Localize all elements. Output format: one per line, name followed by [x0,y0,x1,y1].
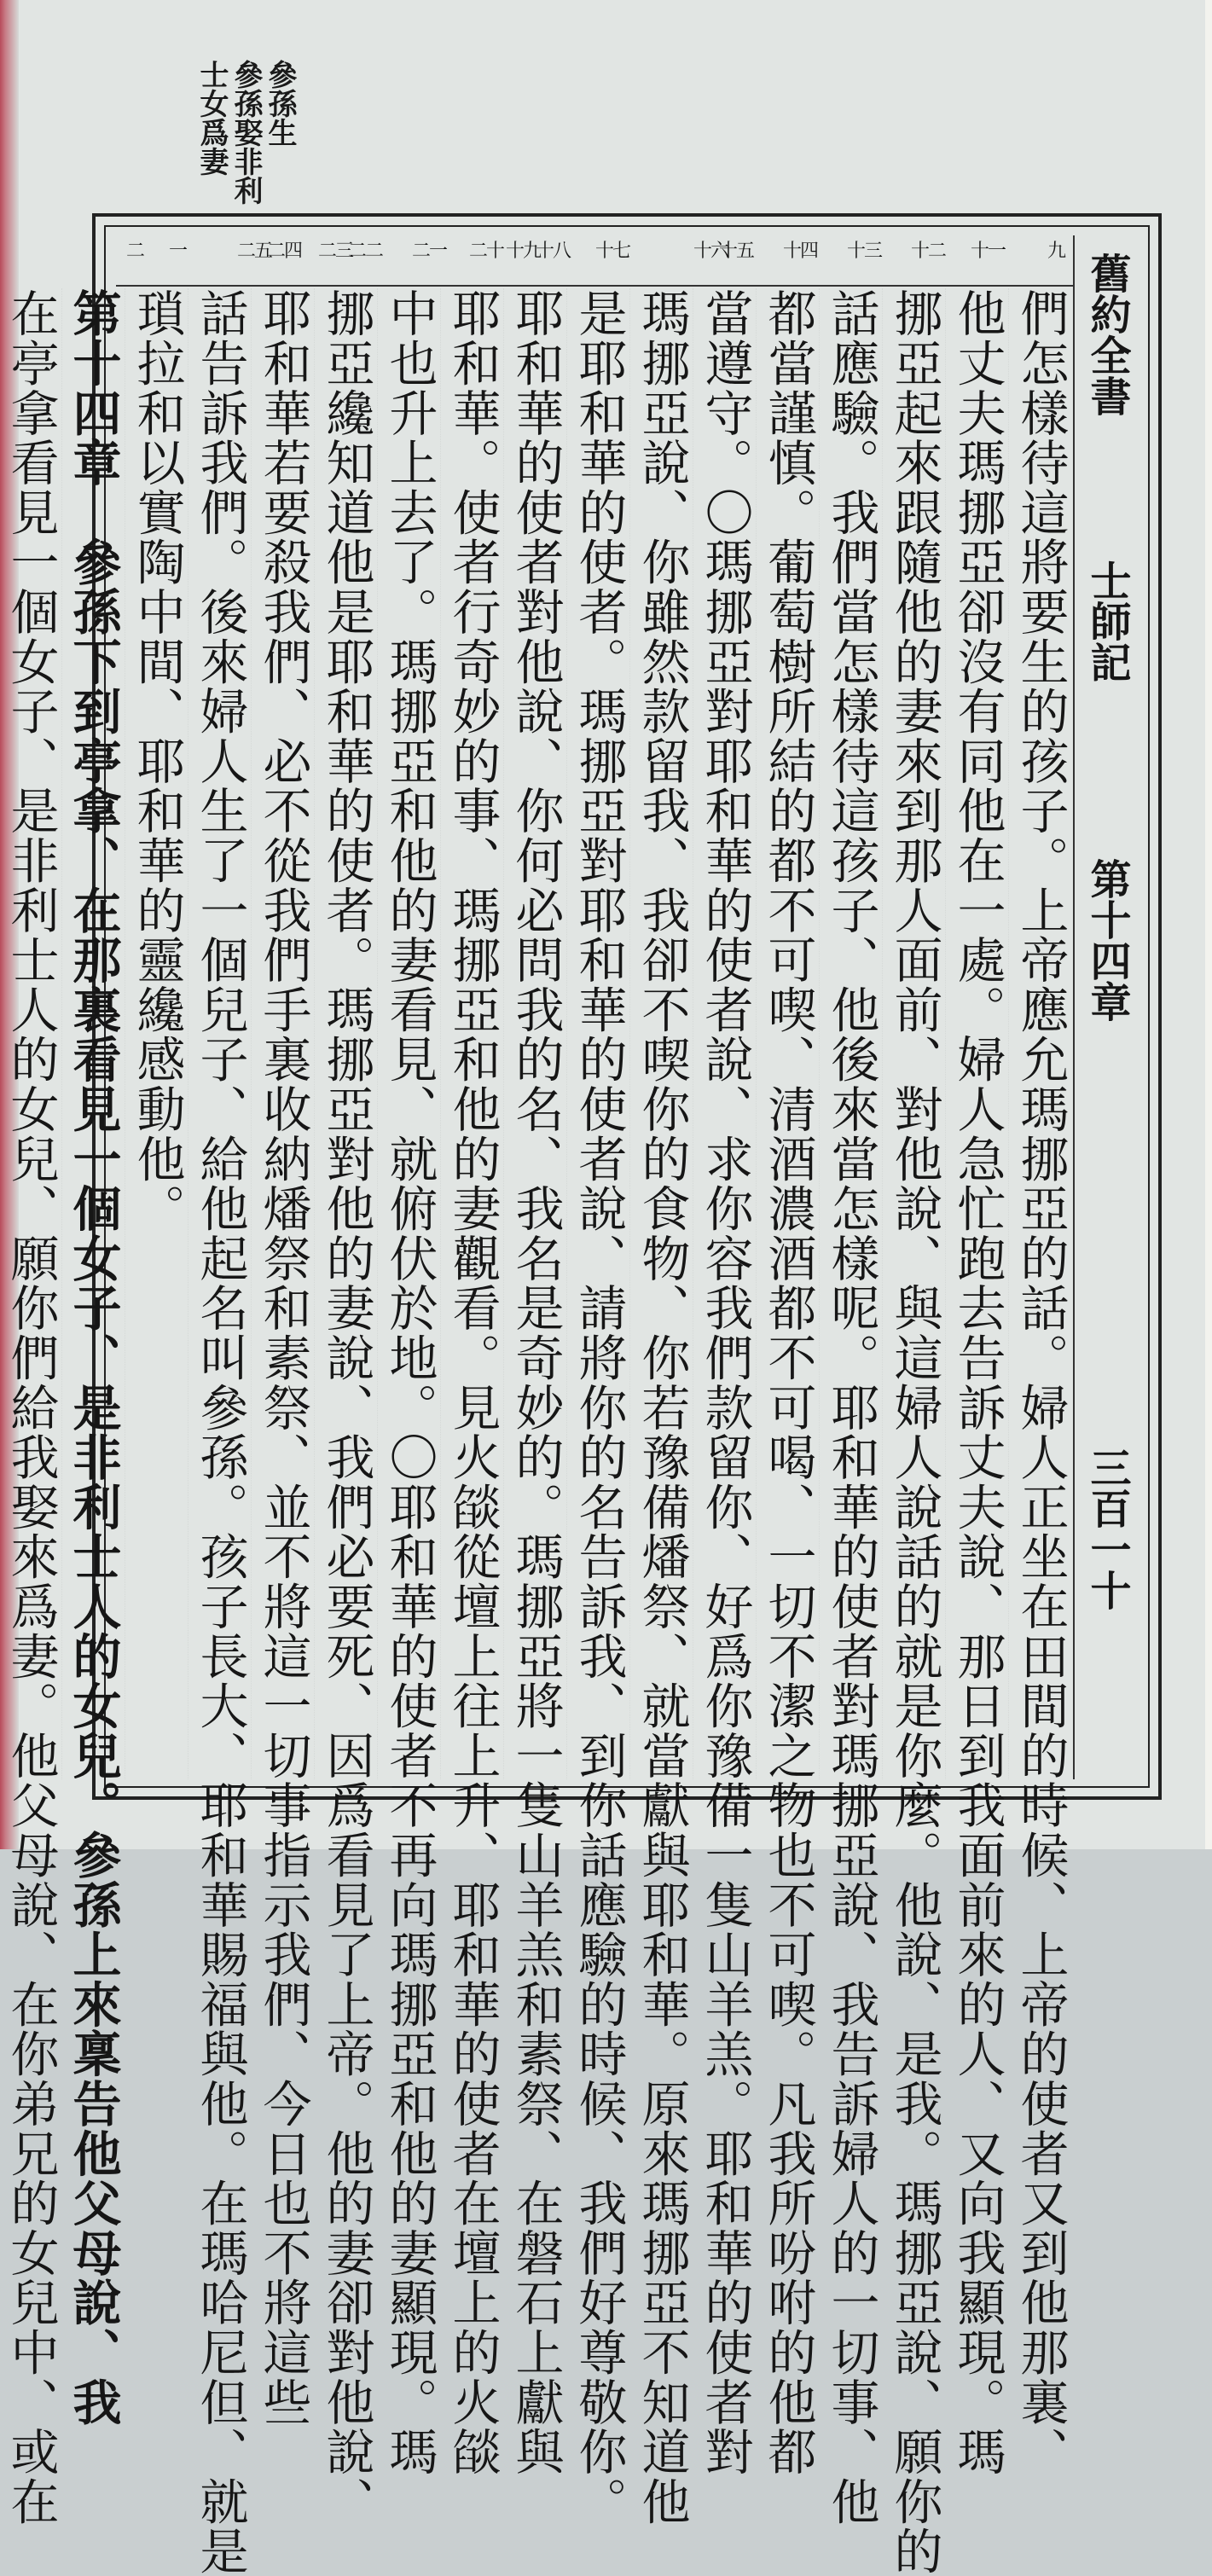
verse-number: 十七 [595,241,630,262]
verse-number: 二三 [318,241,353,262]
verse-number-row [116,235,1073,287]
text-column: 中也升上去了。瑪挪亞和他的妻看見、就俯伏於地。〇耶和華的使者不再向瑪挪亞和他的妻顯現。瑪 [377,288,440,1779]
verse-number: 二 [125,241,143,262]
text-column: 耶和華的使者對他說、你何必問我的名、我名是奇妙的。瑪挪亞將一隻山羊羔和素祭、在磐石上獻與 [503,288,566,1779]
text-column: 瑣拉和以實陶中間、耶和華的靈纔感動他。 [125,288,188,1779]
verse-number: 十九 [506,241,541,262]
verse-number: 二二 [348,241,383,262]
page-number: 三百一十 [1083,1447,1131,1610]
verse-number: 十四 [783,241,818,262]
text-frame [3,213,1162,2576]
book-title: 舊約全書 [1083,252,1131,416]
text-column: 都當謹慎。葡萄樹所結的都不可喫、清酒濃酒都不可喝、一切不潔之物也不可喫。凡我所吩咐的他都 [756,288,819,1779]
margin-note: 士女爲妻 [194,60,229,176]
text-column: 耶和華。使者行奇妙的事、瑪挪亞和他的妻觀看。見火燄從壇上往上升、耶和華的使者在壇上的火燄 [440,288,503,1779]
verse-number: 二十 [469,241,504,262]
page-edge [1205,0,1212,1849]
verse-number: 二一 [412,241,447,262]
text-column: 挪亞纔知道他是耶和華的使者。瑪挪亞對他的妻說、我們必要死、因爲看見了上帝。他的妻卻對他說、 [314,288,377,1779]
verse-number: 十三 [847,241,882,262]
chapter-start-column: 第十四章 參孫下到亭拿、在那裏看見一個女子、是非利士人的女兒。參孫上來稟告他父母說、我 [61,288,125,1779]
verse-number: 九 [1047,241,1064,262]
section-title: 士師記 [1083,560,1131,682]
verse-number: 十六 [693,241,728,262]
text-column: 話告訴我們。後來婦人生了一個兒子、給他起名叫參孫。孩子長大、耶和華賜福與他。在瑪哈尼但、就是 [188,288,251,1779]
text-column: 當遵守。〇瑪挪亞對耶和華的使者說、求你容我們款留你、好爲你豫備一隻山羊羔。耶和華的使者對 [693,288,756,1779]
text-column: 耶和華若要殺我們、必不從我們手裏收納燔祭和素祭、並不將這一切事指示我們、今日也不將這些 [251,288,314,1779]
text-column: 瑪挪亞說、你雖然款留我、我卻不喫你的食物、你若豫備燔祭、就當獻與耶和華。原來瑪挪亞不知道他 [629,288,693,1779]
text-column: 是耶和華的使者。瑪挪亞對耶和華的使者說、請將你的名告訴我、到你話應驗的時候、我們好尊敬你。 [566,288,629,1779]
margin-note: 參孫生 [263,60,297,147]
text-column: 在亭拿看見一個女子、是非利士人的女兒、願你們給我娶來爲妻。他父母說、在你弟兄的女兒中、或在 [0,288,61,1779]
verse-number: 二五 [237,241,272,262]
verse-number: 一 [168,241,186,262]
running-header [1073,235,1140,1779]
margin-notes [196,60,295,230]
verse-number: 十二 [911,241,946,262]
chapter-title: 第十四章 [1083,858,1131,1022]
margin-note: 參孫娶非利 [229,60,263,205]
verse-number: 十一 [971,241,1006,262]
text-column: 們怎樣待這將要生的孩子。上帝應允瑪挪亞的話。婦人正坐在田間的時候、上帝的使者又到他那裏、 [1008,288,1071,1779]
text-column: 話應驗。我們當怎樣待這孩子、他後來當怎樣呢。耶和華的使者對瑪挪亞說、我告訴婦人的一切事、他 [819,288,882,1779]
text-columns [3,288,1071,2576]
verse-number: 十八 [536,241,571,262]
verse-number: 二四 [267,241,302,262]
verse-number: 十五 [719,241,754,262]
text-column: 他丈夫瑪挪亞卻沒有同他在一處。婦人急忙跑去告訴丈夫說、那日到我面前來的人、又向我顯現。瑪 [945,288,1008,1779]
text-column: 挪亞起來跟隨他的妻來到那人面前、對他說、與這婦人說話的就是你麼。他說、是我。瑪挪亞說、願你的 [882,288,945,1779]
